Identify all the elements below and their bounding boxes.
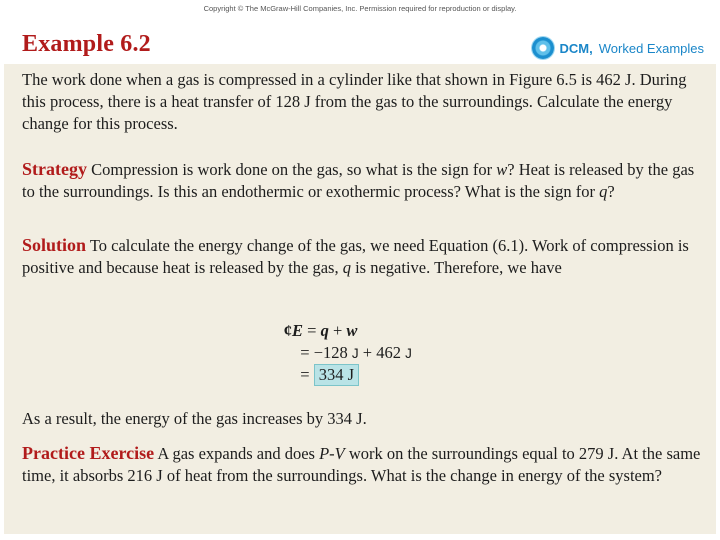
- badge-worked-examples-label: Worked Examples: [598, 40, 704, 56]
- result-text: As a result, the energy of the gas increases by 334 J.: [22, 409, 367, 428]
- problem-statement: [22, 69, 702, 135]
- strategy-text-b: ? Heat is released by the gas to the surroundings. Is this an endothermic or exothermic process? What is the sign for: [22, 160, 695, 201]
- dcm-worked-examples-link[interactable]: [532, 35, 704, 61]
- practice-paragraph: [22, 442, 702, 487]
- slide: [4, 14, 716, 534]
- eq-plus-1: +: [332, 321, 343, 340]
- equation-line-3: [274, 364, 412, 386]
- var-q: q: [599, 182, 608, 201]
- strategy-paragraph: [22, 158, 702, 203]
- equation-line-1: [274, 320, 412, 342]
- copyright-notice: Copyright © The McGraw-Hill Companies, Inc. Permission required for reproduction or display.: [203, 4, 517, 13]
- eq-equals-1: =: [307, 321, 317, 340]
- eq-equals-3: =: [300, 365, 310, 384]
- eq-462: 462: [376, 343, 401, 362]
- answer-box: 334 J: [314, 364, 359, 386]
- eq-equals-2: =: [300, 343, 310, 362]
- problem-text: The work done when a gas is compressed in a cylinder like that shown in Figure 6.5 is 462 J. During this process, there is a heat transfer of 128 J from the gas to the surroundings. Calculate the energy change for this process.: [22, 70, 687, 133]
- var-pv: P-V: [319, 444, 345, 463]
- strategy-heading: Strategy: [22, 159, 87, 179]
- eq-plus-2: +: [362, 343, 373, 362]
- solution-heading: Solution: [22, 235, 87, 255]
- result-paragraph: [22, 408, 702, 430]
- example-title: Example 6.2: [22, 31, 151, 57]
- solution-paragraph: [22, 234, 702, 279]
- eq-w: w: [346, 321, 358, 340]
- practice-heading: Practice Exercise: [22, 443, 155, 463]
- delta-symbol: ¢: [283, 321, 292, 340]
- badge-dcm-label: DCM,: [559, 40, 593, 56]
- eq-minus-128: −128: [313, 343, 348, 362]
- eq-unit-j-2: J: [405, 346, 412, 361]
- eq-E: E: [292, 321, 304, 340]
- cd-disc-icon: [532, 37, 554, 59]
- slide-header: [4, 14, 716, 64]
- practice-text-a: A gas expands and does: [157, 444, 320, 463]
- equation-line-2: [274, 342, 412, 364]
- strategy-text-a: Compression is work done on the gas, so what is the sign for: [91, 160, 497, 179]
- eq-q: q: [320, 321, 329, 340]
- strategy-text-c: ?: [607, 182, 615, 201]
- eq-unit-j-1: J: [351, 346, 359, 361]
- solution-text-b: is negative. Therefore, we have: [350, 258, 562, 277]
- var-w: w: [496, 160, 508, 179]
- practice-text-b: work on the surroundings equal to 279 J. At the same time, it absorbs 216 J of heat from the surroundings. What is the change in energy of the system?: [22, 444, 701, 485]
- solution-var-q: q: [342, 258, 351, 277]
- energy-equation: [274, 320, 412, 386]
- solution-text-a: To calculate the energy change of the gas, we need Equation (6.1). Work of compression is positive and because heat is released by the gas,: [22, 236, 689, 277]
